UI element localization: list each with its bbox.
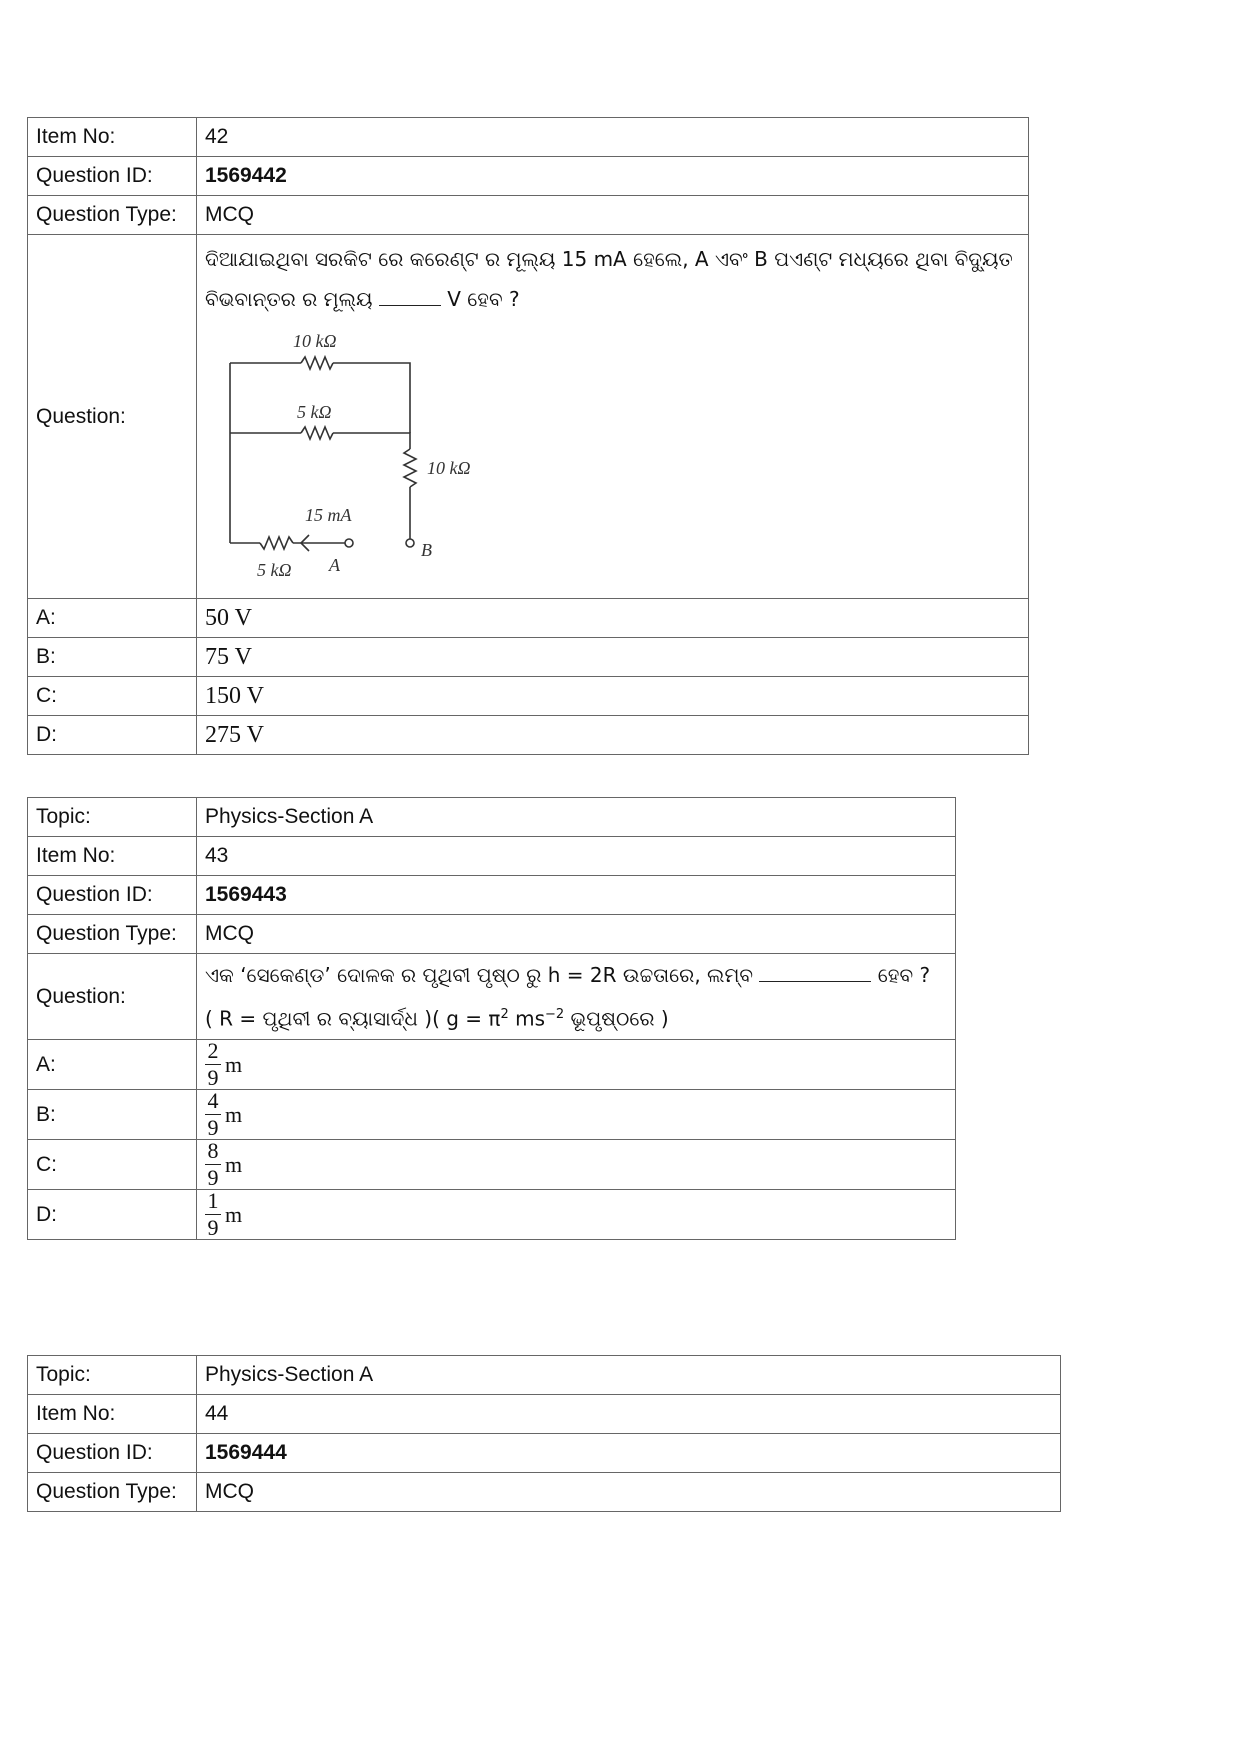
question-text-line1: [205, 955, 947, 995]
denominator: 9: [207, 1115, 219, 1140]
topic-value: Physics-Section A: [197, 798, 956, 837]
numerator: 4: [207, 1088, 219, 1113]
question-table-42: [27, 117, 1029, 755]
question-table-44: [27, 1355, 1061, 1512]
question-id-row: [28, 157, 1029, 196]
label-r-top: 10 kΩ: [293, 331, 337, 351]
terminal-b: [406, 539, 414, 547]
unit: m: [225, 1201, 243, 1227]
option-row-a: [28, 599, 1029, 638]
option-value: [197, 1190, 956, 1240]
question-text-line2-start: ବିଭବାନ୍ତର ର ମୂଲ୍ୟ: [205, 287, 373, 311]
question-id-row: [28, 1434, 1061, 1473]
option-value: [197, 1090, 956, 1140]
resistor-bottom: [260, 537, 293, 549]
circuit-diagram: [205, 321, 505, 591]
label-point-b: B: [421, 540, 432, 560]
item-no-label: Item No:: [28, 1395, 197, 1434]
item-no-row: [28, 1395, 1061, 1434]
option-row-c: [28, 677, 1029, 716]
option-value: 150 V: [197, 677, 1029, 716]
denominator: 9: [207, 1065, 219, 1090]
exponent-2: 2: [500, 1006, 509, 1022]
question-label: Question:: [28, 954, 197, 1040]
fraction: [205, 1190, 221, 1239]
label-r-mid: 5 kΩ: [297, 402, 332, 422]
label-point-a: A: [329, 555, 340, 575]
exponent-minus-2: −2: [545, 1006, 565, 1022]
option-row-b: [28, 1090, 956, 1140]
question-type-label: Question Type:: [28, 1473, 197, 1512]
question-text-line2-end: ଭୂପୃଷ୍ଠରେ ): [564, 1006, 669, 1031]
question-text-line1-start: ଏକ ‘ସେକେଣ୍ଡ’ ଦୋଳକ ର ପୃଥିବୀ ପୃଷ୍ଠ ରୁ h = 2R ଉଚ୍ଚତାରେ, ଲମ୍ବ: [205, 962, 754, 987]
label-r-bottom: 5 kΩ: [257, 560, 292, 580]
question-type-value: MCQ: [197, 915, 956, 954]
option-row-d: [28, 716, 1029, 755]
unit: m: [225, 1051, 243, 1077]
option-label: D:: [28, 1190, 197, 1240]
wire-top-right: [333, 363, 410, 433]
unit: m: [225, 1151, 243, 1177]
denominator: 9: [207, 1215, 219, 1240]
question-id-label: Question ID:: [28, 876, 197, 915]
question-text-line2: [205, 279, 1020, 319]
numerator: 1: [207, 1188, 219, 1213]
question-content: [197, 954, 956, 1040]
question-label: Question:: [28, 235, 197, 599]
topic-value: Physics-Section A: [197, 1356, 1061, 1395]
option-value: [197, 1040, 956, 1090]
topic-row: [28, 798, 956, 837]
option-label: A:: [28, 599, 197, 638]
unit: m: [225, 1101, 243, 1127]
option-label: B:: [28, 1090, 197, 1140]
fraction: [205, 1040, 221, 1089]
question-id-label: Question ID:: [28, 157, 197, 196]
item-no-value: 44: [197, 1395, 1061, 1434]
option-value: [197, 1140, 956, 1190]
option-row-b: [28, 638, 1029, 677]
question-text-line2-end: V ହେବ ?: [447, 287, 520, 311]
question-text-line1: ଦିଆଯାଇଥିବା ସରକିଟ ରେ କରେଣ୍ଟ ର ମୂଲ୍ୟ 15 mA ହେଲେ, A ଏବଂ B ପଏଣ୍ଟ ମଧ୍ୟରେ ଥିବା ବିଦ୍ୟୁତ: [205, 247, 1013, 271]
question-table-43: [27, 797, 956, 1240]
question-id-value: 1569444: [197, 1434, 1061, 1473]
item-no-label: Item No:: [28, 118, 197, 157]
question-id-label: Question ID:: [28, 1434, 197, 1473]
item-no-label: Item No:: [28, 837, 197, 876]
option-value: 75 V: [197, 638, 1029, 677]
denominator: 9: [207, 1165, 219, 1190]
option-label: D:: [28, 716, 197, 755]
question-type-value: MCQ: [197, 1473, 1061, 1512]
item-no-value: 43: [197, 837, 956, 876]
resistor-mid: [301, 427, 333, 439]
question-content: [197, 235, 1029, 599]
fraction: [205, 1140, 221, 1189]
label-current: 15 mA: [305, 505, 352, 525]
question-text-line1-end: ହେବ ?: [877, 962, 931, 987]
option-label: A:: [28, 1040, 197, 1090]
label-r-right: 10 kΩ: [427, 458, 471, 478]
fraction: [205, 1090, 221, 1139]
question-type-label: Question Type:: [28, 915, 197, 954]
question-text-line2: [205, 995, 947, 1039]
answer-blank: [759, 961, 871, 982]
resistor-right: [404, 449, 416, 487]
option-row-d: [28, 1190, 956, 1240]
question-text-line2-unit: ms: [508, 1006, 546, 1031]
question-text-line2-start: ( R = ପୃଥିବୀ ର ବ୍ୟାସାର୍ଦ୍ଧ )( g = π: [205, 1006, 501, 1031]
topic-row: [28, 1356, 1061, 1395]
question-type-value: MCQ: [197, 196, 1029, 235]
option-row-c: [28, 1140, 956, 1190]
answer-blank: [379, 285, 441, 306]
terminal-a: [345, 539, 353, 547]
wire-mid-right: [333, 433, 410, 449]
option-label: B:: [28, 638, 197, 677]
question-type-row: [28, 915, 956, 954]
option-label: C:: [28, 1140, 197, 1190]
item-no-value: 42: [197, 118, 1029, 157]
question-id-value: 1569443: [197, 876, 956, 915]
item-no-row: [28, 837, 956, 876]
question-id-row: [28, 876, 956, 915]
option-value: 275 V: [197, 716, 1029, 755]
question-type-row: [28, 196, 1029, 235]
resistor-top: [301, 357, 333, 369]
option-value: 50 V: [197, 599, 1029, 638]
question-type-label: Question Type:: [28, 196, 197, 235]
numerator: 8: [207, 1138, 219, 1163]
numerator: 2: [207, 1038, 219, 1063]
question-row: [28, 235, 1029, 599]
option-label: C:: [28, 677, 197, 716]
topic-label: Topic:: [28, 798, 197, 837]
option-row-a: [28, 1040, 956, 1090]
item-no-row: [28, 118, 1029, 157]
question-row: [28, 954, 956, 1040]
question-type-row: [28, 1473, 1061, 1512]
question-id-value: 1569442: [197, 157, 1029, 196]
topic-label: Topic:: [28, 1356, 197, 1395]
